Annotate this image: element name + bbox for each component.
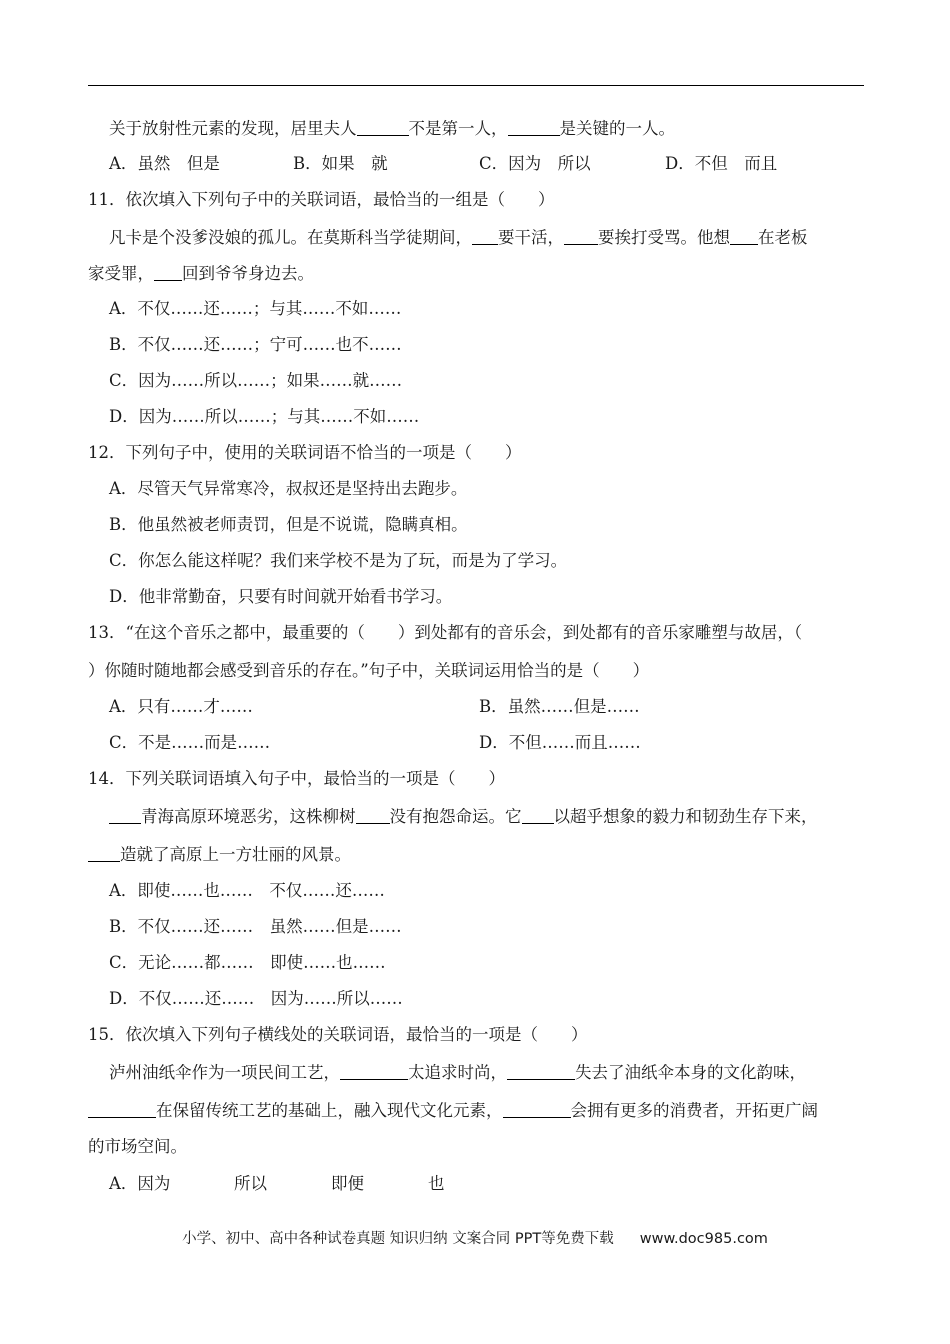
header-rule [88, 85, 864, 86]
q14-title: 14．下列关联词语填入句子中，最恰当的一项是（ ） [88, 769, 505, 788]
q14-option-d[interactable]: D．不仅……还…… 因为……所以…… [109, 989, 403, 1008]
q10-option-b[interactable]: B．如果 就 [293, 154, 388, 173]
blank[interactable] [507, 1062, 575, 1080]
q11-text-line2: 家受罪， 回到爷爷身边去。 [88, 264, 314, 283]
q14-option-a[interactable]: A．即使……也…… 不仅……还…… [109, 881, 385, 900]
q12-title: 12．下列句子中，使用的关联词语不恰当的一项是（ ） [88, 443, 522, 462]
q11-option-a[interactable]: A．不仅……还……；与其……不如…… [109, 299, 402, 318]
q14-option-b[interactable]: B．不仅……还…… 虽然……但是…… [109, 917, 402, 936]
blank[interactable] [522, 806, 554, 824]
q11-option-b[interactable]: B．不仅……还……；宁可……也不…… [109, 335, 402, 354]
q13-option-b[interactable]: B．虽然……但是…… [479, 697, 640, 716]
q12-option-d[interactable]: D．他非常勤奋，只要有时间就开始看书学习。 [109, 587, 453, 606]
q15-text-line3: 的市场空间。 [88, 1137, 187, 1156]
q15-title: 15．依次填入下列句子横线处的关联词语，最恰当的一项是（ ） [88, 1025, 588, 1044]
page-footer [0, 1227, 950, 1248]
footer-link[interactable]: www.doc985.com [639, 1231, 768, 1247]
q13-line2: ）你随时随地都会感受到音乐的存在。”句子中，关联词运用恰当的是（ ） [88, 661, 650, 680]
q14-option-c[interactable]: C．无论……都…… 即使……也…… [109, 953, 386, 972]
q11-option-c[interactable]: C．因为……所以……；如果……就…… [109, 371, 403, 390]
q10-option-d[interactable]: D．不但 而且 [665, 154, 778, 173]
blank[interactable] [154, 263, 182, 281]
blank[interactable] [88, 844, 120, 862]
q10-stem: 关于放射性元素的发现，居里夫人 不是第一人， 是关键的一人。 [109, 119, 675, 138]
q14-text-line2: 造就了高原上一方壮丽的风景。 [88, 844, 351, 866]
blank[interactable] [564, 227, 598, 245]
blank[interactable] [356, 806, 390, 824]
q10-option-c[interactable]: C．因为 所以 [479, 154, 591, 173]
q15-option-a[interactable]: A．因为 所以 即便 也 [109, 1174, 445, 1193]
q14-text-line1: 青海高原环境恶劣，这株柳树 没有抱怨命运。它 以超乎想象的毅力和韧劲生存下来， [109, 806, 818, 828]
q12-option-b[interactable]: B．他虽然被老师责罚，但是不说谎，隐瞒真相。 [109, 515, 468, 534]
blank[interactable] [88, 1100, 156, 1118]
q13-option-c[interactable]: C．不是……而是…… [109, 733, 271, 752]
blank[interactable] [340, 1062, 408, 1080]
q15-text-line2: 在保留传统工艺的基础上，融入现代文化元素， 会拥有更多的消费者，开拓更广阔 [88, 1100, 818, 1122]
blank[interactable] [472, 227, 498, 245]
blank[interactable] [508, 118, 560, 136]
q13-option-d[interactable]: D．不但……而且…… [479, 733, 641, 752]
blank[interactable] [503, 1100, 571, 1118]
q10-option-a[interactable]: A．虽然 但是 [109, 154, 220, 173]
blank[interactable] [109, 806, 141, 824]
q15-text-line1: 泸州油纸伞作为一项民间工艺， 太追求时尚， 失去了油纸伞本身的文化韵味， [109, 1063, 806, 1082]
q13-line1: 13．“在这个音乐之都中，最重要的（ ）到处都有的音乐会，到处都有的音乐家雕塑与故居，（ [88, 623, 803, 642]
q12-option-a[interactable]: A．尽管天气异常寒冷，叔叔还是坚持出去跑步。 [109, 479, 468, 498]
blank[interactable] [730, 227, 758, 245]
q11-title: 11．依次填入下列句子中的关联词语，最恰当的一组是（ ） [88, 190, 555, 209]
footer-text: 小学、初中、高中各种试卷真题 知识归纳 文案合同 PPT等免费下载 [182, 1231, 614, 1247]
q12-option-c[interactable]: C．你怎么能这样呢？我们来学校不是为了玩，而是为了学习。 [109, 551, 568, 570]
q13-option-a[interactable]: A．只有……才…… [109, 697, 253, 716]
q11-option-d[interactable]: D．因为……所以……；与其……不如…… [109, 407, 420, 426]
q11-text-line1: 凡卡是个没爹没娘的孤儿。在莫斯科当学徒期间， 要干活， 要挨打受骂。他想 在老板 [109, 228, 808, 247]
blank[interactable] [357, 118, 409, 136]
